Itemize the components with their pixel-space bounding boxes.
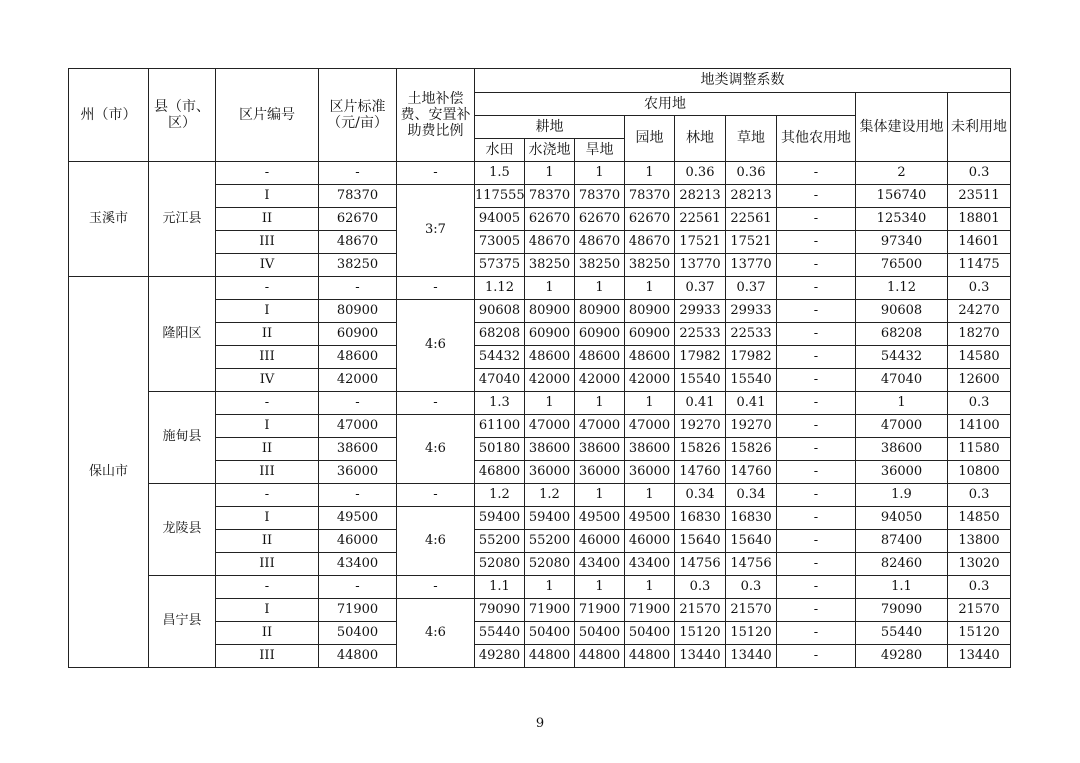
dry-cell: 46000	[575, 530, 625, 553]
other-agri-cell: -	[777, 208, 856, 231]
coef-garden-cell: 1	[625, 484, 675, 507]
zone-no-cell: IV	[216, 369, 319, 392]
header-grass-land: 草地	[726, 116, 777, 162]
dry-cell: 36000	[575, 461, 625, 484]
coef-other-agri-cell: -	[777, 484, 856, 507]
header-arable-land: 耕地	[475, 116, 625, 139]
zone-standard-cell: 43400	[319, 553, 397, 576]
coefficient-row	[69, 576, 1011, 599]
county-cell: 昌宁县	[149, 576, 216, 668]
header-adjust-coefficient: 地类调整系数	[475, 69, 1011, 93]
forest-cell: 13440	[675, 645, 726, 668]
dry-cell: 50400	[575, 622, 625, 645]
coef-ratio-cell: -	[397, 484, 475, 507]
zone-no-cell: II	[216, 438, 319, 461]
unused-cell: 18270	[948, 323, 1011, 346]
header-forest-land: 林地	[675, 116, 726, 162]
forest-cell: 16830	[675, 507, 726, 530]
grass-cell: 15640	[726, 530, 777, 553]
unused-cell: 14100	[948, 415, 1011, 438]
ratio-cell: 3:7	[397, 185, 475, 277]
grass-cell: 19270	[726, 415, 777, 438]
other-agri-cell: -	[777, 300, 856, 323]
county-cell: 龙陵县	[149, 484, 216, 576]
unused-cell: 14850	[948, 507, 1011, 530]
county-cell: 元江县	[149, 162, 216, 277]
ratio-cell: 4:6	[397, 599, 475, 668]
dry-cell: 62670	[575, 208, 625, 231]
garden-cell: 50400	[625, 622, 675, 645]
other-agri-cell: -	[777, 599, 856, 622]
unused-cell: 14580	[948, 346, 1011, 369]
paddy-cell: 55200	[475, 530, 525, 553]
grass-cell: 29933	[726, 300, 777, 323]
coef-collective-cell: 2	[856, 162, 948, 185]
grass-cell: 17521	[726, 231, 777, 254]
paddy-cell: 117555	[475, 185, 525, 208]
zone-standard-cell: 49500	[319, 507, 397, 530]
paddy-cell: 79090	[475, 599, 525, 622]
dry-cell: 48600	[575, 346, 625, 369]
paddy-cell: 90608	[475, 300, 525, 323]
coef-garden-cell: 1	[625, 277, 675, 300]
garden-cell: 42000	[625, 369, 675, 392]
irrigated-cell: 55200	[525, 530, 575, 553]
coef-dry-cell: 1	[575, 484, 625, 507]
other-agri-cell: -	[777, 185, 856, 208]
zone-standard-cell: 71900	[319, 599, 397, 622]
zone-standard-cell: 47000	[319, 415, 397, 438]
coef-paddy-cell: 1.5	[475, 162, 525, 185]
other-agri-cell: -	[777, 507, 856, 530]
zone-no-cell: I	[216, 185, 319, 208]
zone-standard-cell: 60900	[319, 323, 397, 346]
grass-cell: 28213	[726, 185, 777, 208]
forest-cell: 15826	[675, 438, 726, 461]
unused-cell: 13440	[948, 645, 1011, 668]
collective-cell: 76500	[856, 254, 948, 277]
irrigated-cell: 36000	[525, 461, 575, 484]
zone-standard-cell: 38600	[319, 438, 397, 461]
ratio-cell: 4:6	[397, 300, 475, 392]
zone-no-cell: III	[216, 346, 319, 369]
collective-cell: 82460	[856, 553, 948, 576]
paddy-cell: 50180	[475, 438, 525, 461]
other-agri-cell: -	[777, 553, 856, 576]
coef-ratio-cell: -	[397, 392, 475, 415]
other-agri-cell: -	[777, 530, 856, 553]
collective-cell: 55440	[856, 622, 948, 645]
forest-cell: 28213	[675, 185, 726, 208]
coef-unused-cell: 0.3	[948, 277, 1011, 300]
forest-cell: 29933	[675, 300, 726, 323]
irrigated-cell: 80900	[525, 300, 575, 323]
unused-cell: 21570	[948, 599, 1011, 622]
grass-cell: 21570	[726, 599, 777, 622]
grass-cell: 14760	[726, 461, 777, 484]
zone-no-cell: II	[216, 530, 319, 553]
coef-collective-cell: 1.9	[856, 484, 948, 507]
grass-cell: 22533	[726, 323, 777, 346]
forest-cell: 22561	[675, 208, 726, 231]
ratio-cell: 4:6	[397, 415, 475, 484]
garden-cell: 44800	[625, 645, 675, 668]
dry-cell: 78370	[575, 185, 625, 208]
coef-zone-no-cell: -	[216, 484, 319, 507]
garden-cell: 78370	[625, 185, 675, 208]
irrigated-cell: 60900	[525, 323, 575, 346]
irrigated-cell: 50400	[525, 622, 575, 645]
irrigated-cell: 52080	[525, 553, 575, 576]
garden-cell: 71900	[625, 599, 675, 622]
dry-cell: 38600	[575, 438, 625, 461]
unused-cell: 24270	[948, 300, 1011, 323]
grass-cell: 17982	[726, 346, 777, 369]
zone-standard-cell: 78370	[319, 185, 397, 208]
irrigated-cell: 48670	[525, 231, 575, 254]
header-irrigated-land: 水浇地	[525, 139, 575, 162]
zone-no-cell: IV	[216, 254, 319, 277]
other-agri-cell: -	[777, 369, 856, 392]
irrigated-cell: 42000	[525, 369, 575, 392]
paddy-cell: 47040	[475, 369, 525, 392]
coef-grass-cell: 0.37	[726, 277, 777, 300]
paddy-cell: 55440	[475, 622, 525, 645]
paddy-cell: 94005	[475, 208, 525, 231]
grass-cell: 14756	[726, 553, 777, 576]
irrigated-cell: 59400	[525, 507, 575, 530]
paddy-cell: 59400	[475, 507, 525, 530]
header-prefecture: 州（市）	[69, 69, 149, 162]
header-ratio: 土地补偿费、安置补助费比例	[397, 69, 475, 162]
coef-other-agri-cell: -	[777, 576, 856, 599]
collective-cell: 68208	[856, 323, 948, 346]
unused-cell: 23511	[948, 185, 1011, 208]
prefecture-cell: 保山市	[69, 277, 149, 668]
forest-cell: 13770	[675, 254, 726, 277]
garden-cell: 38250	[625, 254, 675, 277]
coef-irrigated-cell: 1	[525, 162, 575, 185]
forest-cell: 15120	[675, 622, 726, 645]
coef-grass-cell: 0.36	[726, 162, 777, 185]
garden-cell: 36000	[625, 461, 675, 484]
collective-cell: 125340	[856, 208, 948, 231]
dry-cell: 48670	[575, 231, 625, 254]
collective-cell: 36000	[856, 461, 948, 484]
paddy-cell: 73005	[475, 231, 525, 254]
unused-cell: 11580	[948, 438, 1011, 461]
collective-cell: 38600	[856, 438, 948, 461]
coef-forest-cell: 0.37	[675, 277, 726, 300]
collective-cell: 87400	[856, 530, 948, 553]
coef-garden-cell: 1	[625, 576, 675, 599]
paddy-cell: 49280	[475, 645, 525, 668]
grass-cell: 15540	[726, 369, 777, 392]
unused-cell: 18801	[948, 208, 1011, 231]
coef-paddy-cell: 1.2	[475, 484, 525, 507]
dry-cell: 38250	[575, 254, 625, 277]
coef-zone-no-cell: -	[216, 576, 319, 599]
garden-cell: 48600	[625, 346, 675, 369]
zone-no-cell: I	[216, 507, 319, 530]
coefficient-row	[69, 162, 1011, 185]
coef-forest-cell: 0.3	[675, 576, 726, 599]
unused-cell: 12600	[948, 369, 1011, 392]
unused-cell: 14601	[948, 231, 1011, 254]
header-zone-no: 区片编号	[216, 69, 319, 162]
coef-collective-cell: 1.1	[856, 576, 948, 599]
other-agri-cell: -	[777, 346, 856, 369]
collective-cell: 54432	[856, 346, 948, 369]
dry-cell: 44800	[575, 645, 625, 668]
coef-forest-cell: 0.41	[675, 392, 726, 415]
forest-cell: 22533	[675, 323, 726, 346]
other-agri-cell: -	[777, 461, 856, 484]
grass-cell: 22561	[726, 208, 777, 231]
coef-paddy-cell: 1.12	[475, 277, 525, 300]
prefecture-cell: 玉溪市	[69, 162, 149, 277]
irrigated-cell: 48600	[525, 346, 575, 369]
header-paddy-field: 水田	[475, 139, 525, 162]
coef-irrigated-cell: 1	[525, 392, 575, 415]
irrigated-cell: 47000	[525, 415, 575, 438]
other-agri-cell: -	[777, 231, 856, 254]
coef-irrigated-cell: 1	[525, 277, 575, 300]
coef-dry-cell: 1	[575, 392, 625, 415]
zone-standard-cell: 38250	[319, 254, 397, 277]
header-garden-land: 园地	[625, 116, 675, 162]
zone-standard-cell: 80900	[319, 300, 397, 323]
other-agri-cell: -	[777, 415, 856, 438]
forest-cell: 19270	[675, 415, 726, 438]
coef-other-agri-cell: -	[777, 392, 856, 415]
paddy-cell: 54432	[475, 346, 525, 369]
zone-no-cell: III	[216, 231, 319, 254]
coef-paddy-cell: 1.3	[475, 392, 525, 415]
garden-cell: 60900	[625, 323, 675, 346]
county-cell: 施甸县	[149, 392, 216, 484]
zone-standard-cell: 50400	[319, 622, 397, 645]
garden-cell: 38600	[625, 438, 675, 461]
dry-cell: 47000	[575, 415, 625, 438]
coef-grass-cell: 0.34	[726, 484, 777, 507]
zone-standard-cell: 48670	[319, 231, 397, 254]
zone-no-cell: I	[216, 415, 319, 438]
dry-cell: 43400	[575, 553, 625, 576]
collective-cell: 47040	[856, 369, 948, 392]
irrigated-cell: 38600	[525, 438, 575, 461]
unused-cell: 11475	[948, 254, 1011, 277]
unused-cell: 13020	[948, 553, 1011, 576]
irrigated-cell: 44800	[525, 645, 575, 668]
dry-cell: 71900	[575, 599, 625, 622]
garden-cell: 46000	[625, 530, 675, 553]
collective-cell: 90608	[856, 300, 948, 323]
dry-cell: 42000	[575, 369, 625, 392]
unused-cell: 15120	[948, 622, 1011, 645]
other-agri-cell: -	[777, 438, 856, 461]
grass-cell: 15826	[726, 438, 777, 461]
dry-cell: 80900	[575, 300, 625, 323]
coefficient-row	[69, 392, 1011, 415]
coef-ratio-cell: -	[397, 277, 475, 300]
coef-unused-cell: 0.3	[948, 392, 1011, 415]
collective-cell: 49280	[856, 645, 948, 668]
zone-standard-cell: 48600	[319, 346, 397, 369]
collective-cell: 47000	[856, 415, 948, 438]
coefficient-row	[69, 484, 1011, 507]
zone-standard-cell: 62670	[319, 208, 397, 231]
garden-cell: 62670	[625, 208, 675, 231]
coef-grass-cell: 0.3	[726, 576, 777, 599]
coef-collective-cell: 1.12	[856, 277, 948, 300]
zone-no-cell: II	[216, 208, 319, 231]
paddy-cell: 57375	[475, 254, 525, 277]
forest-cell: 17521	[675, 231, 726, 254]
zone-no-cell: I	[216, 599, 319, 622]
garden-cell: 80900	[625, 300, 675, 323]
header-dry-land: 旱地	[575, 139, 625, 162]
coef-irrigated-cell: 1.2	[525, 484, 575, 507]
coef-ratio-cell: -	[397, 576, 475, 599]
forest-cell: 17982	[675, 346, 726, 369]
coef-dry-cell: 1	[575, 277, 625, 300]
grass-cell: 13440	[726, 645, 777, 668]
coef-zone-standard-cell: -	[319, 162, 397, 185]
ratio-cell: 4:6	[397, 507, 475, 576]
collective-cell: 94050	[856, 507, 948, 530]
header-agricultural-land: 农用地	[475, 93, 856, 116]
coef-irrigated-cell: 1	[525, 576, 575, 599]
header-zone-standard: 区片标准（元/亩）	[319, 69, 397, 162]
dry-cell: 60900	[575, 323, 625, 346]
county-cell: 隆阳区	[149, 277, 216, 392]
coef-unused-cell: 0.3	[948, 576, 1011, 599]
irrigated-cell: 38250	[525, 254, 575, 277]
garden-cell: 48670	[625, 231, 675, 254]
coef-other-agri-cell: -	[777, 162, 856, 185]
coef-zone-no-cell: -	[216, 162, 319, 185]
forest-cell: 15540	[675, 369, 726, 392]
grass-cell: 13770	[726, 254, 777, 277]
zone-no-cell: III	[216, 553, 319, 576]
coef-garden-cell: 1	[625, 392, 675, 415]
dry-cell: 49500	[575, 507, 625, 530]
garden-cell: 43400	[625, 553, 675, 576]
forest-cell: 21570	[675, 599, 726, 622]
collective-cell: 79090	[856, 599, 948, 622]
paddy-cell: 52080	[475, 553, 525, 576]
zone-standard-cell: 46000	[319, 530, 397, 553]
forest-cell: 14756	[675, 553, 726, 576]
coef-zone-standard-cell: -	[319, 392, 397, 415]
garden-cell: 47000	[625, 415, 675, 438]
irrigated-cell: 62670	[525, 208, 575, 231]
grass-cell: 15120	[726, 622, 777, 645]
zone-standard-cell: 36000	[319, 461, 397, 484]
coef-zone-no-cell: -	[216, 392, 319, 415]
other-agri-cell: -	[777, 645, 856, 668]
coef-zone-no-cell: -	[216, 277, 319, 300]
zone-no-cell: I	[216, 300, 319, 323]
table-body	[69, 162, 1011, 668]
unused-cell: 13800	[948, 530, 1011, 553]
other-agri-cell: -	[777, 622, 856, 645]
coef-forest-cell: 0.34	[675, 484, 726, 507]
forest-cell: 14760	[675, 461, 726, 484]
collective-cell: 156740	[856, 185, 948, 208]
zone-no-cell: II	[216, 622, 319, 645]
header-unused-land: 未利用地	[948, 93, 1011, 162]
coef-dry-cell: 1	[575, 576, 625, 599]
coef-ratio-cell: -	[397, 162, 475, 185]
paddy-cell: 61100	[475, 415, 525, 438]
paddy-cell: 68208	[475, 323, 525, 346]
other-agri-cell: -	[777, 323, 856, 346]
zone-no-cell: III	[216, 645, 319, 668]
other-agri-cell: -	[777, 254, 856, 277]
page-number: 9	[535, 716, 545, 731]
coef-unused-cell: 0.3	[948, 162, 1011, 185]
zone-standard-cell: 42000	[319, 369, 397, 392]
compensation-table	[68, 68, 1011, 668]
collective-cell: 97340	[856, 231, 948, 254]
zone-standard-cell: 44800	[319, 645, 397, 668]
paddy-cell: 46800	[475, 461, 525, 484]
coef-collective-cell: 1	[856, 392, 948, 415]
coef-zone-standard-cell: -	[319, 277, 397, 300]
coef-garden-cell: 1	[625, 162, 675, 185]
coef-zone-standard-cell: -	[319, 484, 397, 507]
coef-forest-cell: 0.36	[675, 162, 726, 185]
coefficient-row	[69, 277, 1011, 300]
irrigated-cell: 71900	[525, 599, 575, 622]
zone-no-cell: III	[216, 461, 319, 484]
coef-paddy-cell: 1.1	[475, 576, 525, 599]
zone-no-cell: II	[216, 323, 319, 346]
coef-zone-standard-cell: -	[319, 576, 397, 599]
coef-dry-cell: 1	[575, 162, 625, 185]
coef-unused-cell: 0.3	[948, 484, 1011, 507]
coef-grass-cell: 0.41	[726, 392, 777, 415]
forest-cell: 15640	[675, 530, 726, 553]
garden-cell: 49500	[625, 507, 675, 530]
grass-cell: 16830	[726, 507, 777, 530]
header-county: 县（市、区）	[149, 69, 216, 162]
header-other-agri-land: 其他农用地	[777, 116, 856, 162]
irrigated-cell: 78370	[525, 185, 575, 208]
coef-other-agri-cell: -	[777, 277, 856, 300]
header-collective-land: 集体建设用地	[856, 93, 948, 162]
unused-cell: 10800	[948, 461, 1011, 484]
